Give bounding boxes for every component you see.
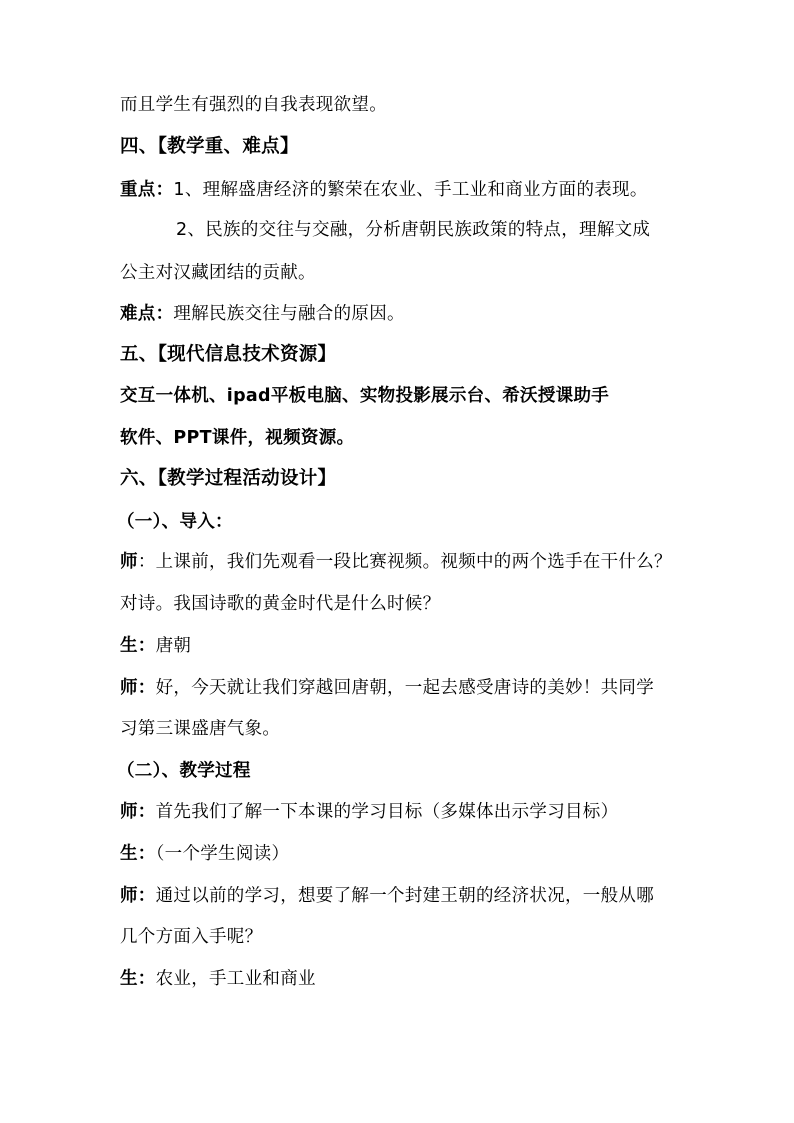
- dialogue-teacher-2a: [120, 676, 654, 700]
- dialogue-text: 几个方面入手呢？: [120, 927, 263, 947]
- key-point-line-3: [120, 261, 316, 285]
- dialogue-student-1: [120, 634, 191, 658]
- dialogue-teacher-1b: [120, 592, 440, 616]
- subsection-heading-1: [117, 510, 233, 534]
- student-label: 生：: [120, 969, 156, 989]
- dialogue-teacher-1a: [120, 550, 672, 574]
- section-heading-5: [120, 343, 336, 367]
- dialogue-text: 习第三课盛唐气象。: [120, 719, 281, 739]
- key-point-text: 1、理解盛唐经济的繁荣在农业、手工业和商业方面的表现。: [173, 180, 648, 200]
- key-point-text: 公主对汉藏团结的贡献。: [120, 263, 316, 283]
- teacher-label: 师: [120, 552, 138, 572]
- section-heading-4: [120, 135, 299, 159]
- student-label: 生：: [120, 636, 156, 656]
- dialogue-text: 唐朝: [155, 636, 192, 656]
- dialogue-text: 通过以前的学习，想要了解一个封建王朝的经济状况，一般从哪: [155, 886, 655, 906]
- dialogue-text: 好，今天就让我们穿越回唐朝，一起去感受唐诗的美妙！共同学: [155, 678, 655, 698]
- teacher-label: 师：: [120, 802, 156, 822]
- dialogue-text: 首先我们了解一下本课的学习目标（多媒体出示学习目标）: [155, 802, 619, 822]
- heading-text: 六、【教学过程活动设计】: [120, 468, 337, 489]
- text: 而且学生有强烈的自我表现欲望。: [120, 95, 387, 115]
- difficult-text: 理解民族交往与融合的原因。: [173, 304, 405, 324]
- subsection-heading-2: [117, 759, 251, 783]
- dialogue-student-3: [120, 967, 316, 991]
- key-point-line-2: [176, 218, 650, 242]
- difficult-label: 难点：: [120, 304, 174, 324]
- dialogue-teacher-2b: [120, 717, 280, 741]
- subheading-text: （一）、导入：: [117, 512, 233, 532]
- heading-text: 五、【现代信息技术资源】: [120, 344, 337, 365]
- section-heading-6: [120, 467, 336, 491]
- heading-text: 四、【教学重、难点】: [120, 136, 299, 157]
- dialogue-text: 农业，手工业和商业: [155, 969, 316, 989]
- resources-text: 交互一体机、ipad平板电脑、实物投影展示台、希沃授课助手: [120, 386, 610, 406]
- subheading-text: （二）、教学过程: [117, 761, 251, 781]
- difficult-point-line: [120, 302, 405, 326]
- dialogue-text: ：上课前，我们先观看一段比赛视频。视频中的两个选手在干什么？: [137, 552, 672, 572]
- teacher-label: 师：: [120, 886, 156, 906]
- key-label: 重点：: [120, 180, 174, 200]
- key-point-text: 2、民族的交往与交融，分析唐朝民族政策的特点，理解文成: [176, 220, 651, 240]
- dialogue-text: 对诗。我国诗歌的黄金时代是什么时候？: [120, 594, 441, 614]
- resources-text: 软件、PPT课件，视频资源。: [120, 428, 355, 448]
- resources-line-1: [120, 384, 609, 408]
- dialogue-teacher-3: [120, 800, 618, 824]
- student-label: 生：: [120, 844, 156, 864]
- paragraph-line: [120, 93, 387, 117]
- dialogue-text: （一个学生阅读）: [155, 844, 290, 864]
- dialogue-teacher-4a: [120, 884, 654, 908]
- resources-line-2: [120, 426, 354, 450]
- dialogue-student-2: [120, 842, 289, 866]
- key-point-line-1: [120, 178, 648, 202]
- dialogue-teacher-4b: [120, 925, 262, 949]
- teacher-label: 师：: [120, 678, 156, 698]
